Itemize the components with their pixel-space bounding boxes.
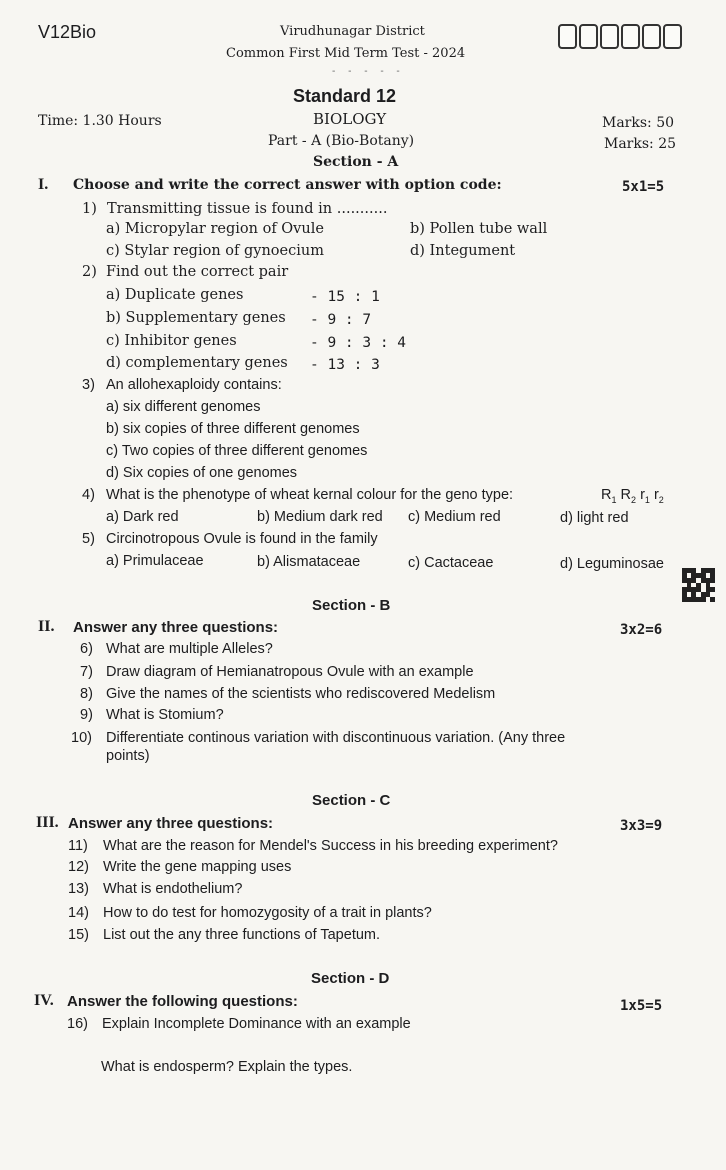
question-text: Write the gene mapping uses (103, 859, 292, 875)
q1-option-d: d) Integument (410, 243, 516, 259)
q3-text: An allohexaploidy contains: (106, 377, 282, 393)
q4-option-a: a) Dark red (106, 509, 179, 525)
q3-option-a: a) six different genomes (106, 399, 261, 415)
section-b-marks: 3x2=6 (620, 622, 663, 638)
q2-pair-ratio: - 15 : 1 (310, 289, 380, 305)
q2-pair-ratio: - 13 : 3 (310, 357, 380, 373)
district-name: Virudhunagar District (280, 24, 425, 39)
q1-option-c: c) Stylar region of gynoecium (106, 243, 324, 259)
section-d-roman: IV. (34, 992, 54, 1009)
q1-number: 1) (82, 201, 97, 217)
q4-text: What is the phenotype of wheat kernal colour for the geno type: (106, 487, 514, 503)
q2-pair-label: c) Inhibitor genes (106, 333, 237, 349)
q2-number: 2) (82, 264, 97, 280)
question-number: 8) (80, 686, 93, 702)
exam-title: Common First Mid Term Test - 2024 (226, 46, 466, 61)
question-number: 14) (68, 905, 89, 921)
q4-genotype (601, 487, 664, 505)
section-c-roman: III. (36, 814, 59, 831)
section-d-title: Section - D (311, 970, 390, 987)
question-number: 6) (80, 641, 93, 657)
register-box[interactable] (663, 24, 682, 49)
register-box[interactable] (600, 24, 619, 49)
section-c-marks: 3x3=9 (620, 818, 663, 834)
q2-pair-label: a) Duplicate genes (106, 287, 244, 303)
genotype-allele: r (653, 487, 659, 503)
section-c-instruction: Answer any three questions: (68, 815, 274, 832)
question-number: 16) (67, 1016, 88, 1032)
question-number: 7) (80, 664, 93, 680)
q1-text: Transmitting tissue is found in ........... (107, 201, 388, 217)
q4-option-b: b) Medium dark red (257, 509, 383, 525)
genotype-subscript: 1 (611, 494, 617, 505)
alternative-question: What is endosperm? Explain the types. (101, 1059, 353, 1075)
marks-total: Marks: 50 (602, 115, 675, 131)
q5-option-a: a) Primulaceae (106, 553, 204, 569)
q2-text: Find out the correct pair (106, 264, 289, 280)
genotype-subscript: 2 (631, 494, 637, 505)
decorative-dashes: - - - - - (332, 66, 405, 77)
paper-code: V12Bio (38, 22, 97, 42)
genotype-allele: r (640, 487, 645, 503)
section-d-instruction: Answer the following questions: (67, 993, 298, 1010)
section-a-roman: I. (38, 176, 49, 193)
q5-option-b: b) Alismataceae (257, 554, 361, 570)
q2-pair-ratio: - 9 : 7 (310, 312, 372, 328)
section-a-title: Section - A (313, 154, 399, 170)
question-number: 9) (80, 707, 93, 723)
question-number: 15) (68, 927, 89, 943)
question-text: What is Stomium? (106, 707, 224, 723)
q2-pair-label: d) complementary genes (106, 355, 288, 371)
question-text: What are multiple Alleles? (106, 641, 273, 657)
genotype-subscript: 1 (644, 494, 650, 505)
q3-option-b: b) six copies of three different genomes (106, 421, 360, 437)
section-d-marks: 1x5=5 (620, 998, 663, 1014)
genotype-allele: R (601, 487, 612, 503)
section-c-title: Section - C (312, 792, 391, 809)
question-text: How to do test for homozygosity of a trait in plants? (103, 905, 432, 921)
question-number: 12) (68, 859, 89, 875)
qr-code-image (682, 568, 715, 602)
question-text: What are the reason for Mendel's Success in his breeding experiment? (103, 838, 558, 854)
question-text: What is endothelium? (103, 881, 243, 897)
genotype-allele: R (620, 487, 632, 503)
q2-pair-ratio: - 9 : 3 : 4 (310, 335, 407, 351)
register-number-boxes[interactable] (558, 24, 682, 49)
question-text: List out the any three functions of Tapetum. (103, 927, 381, 943)
marks-part: Marks: 25 (604, 136, 677, 152)
q5-text: Circinotropous Ovule is found in the family (106, 531, 378, 547)
q1-option-a: a) Micropylar region of Ovule (106, 221, 324, 237)
register-box[interactable] (642, 24, 661, 49)
register-box[interactable] (558, 24, 577, 49)
q5-option-d: d) Leguminosae (560, 556, 664, 572)
section-b-title: Section - B (312, 597, 391, 614)
q4-option-d: d) light red (560, 510, 629, 526)
section-b-roman: II. (38, 618, 55, 635)
q5-number: 5) (82, 531, 95, 547)
standard-heading: Standard 12 (293, 86, 397, 106)
section-b-instruction: Answer any three questions: (73, 619, 279, 636)
question-text-continued: points) (106, 748, 150, 764)
q4-number: 4) (82, 487, 95, 503)
register-box[interactable] (621, 24, 640, 49)
question-text: Draw diagram of Hemianatropous Ovule with an example (106, 664, 474, 680)
subject-heading: BIOLOGY (313, 110, 387, 128)
question-text: Differentiate continous variation with discontinuous variation. (Any three (106, 730, 566, 746)
time-label: Time: 1.30 Hours (38, 113, 162, 129)
question-number: 11) (68, 838, 88, 854)
genotype-subscript: 2 (658, 494, 664, 505)
q4-option-c: c) Medium red (408, 509, 501, 525)
question-number: 10) (71, 730, 92, 746)
register-box[interactable] (579, 24, 598, 49)
question-text: Give the names of the scientists who rediscovered Medelism (106, 686, 496, 702)
q2-pair-label: b) Supplementary genes (106, 310, 286, 326)
question-number: 13) (68, 881, 89, 897)
part-heading: Part - A (Bio-Botany) (268, 133, 415, 149)
q3-number: 3) (82, 377, 95, 393)
q3-option-d: d) Six copies of one genomes (106, 465, 298, 481)
question-text: Explain Incomplete Dominance with an example (102, 1016, 411, 1032)
q1-option-b: b) Pollen tube wall (410, 221, 548, 237)
q3-option-c: c) Two copies of three different genomes (106, 443, 368, 459)
section-a-marks: 5x1=5 (622, 179, 665, 195)
section-a-instruction: Choose and write the correct answer with option code: (73, 177, 502, 193)
q5-option-c: c) Cactaceae (408, 555, 494, 571)
